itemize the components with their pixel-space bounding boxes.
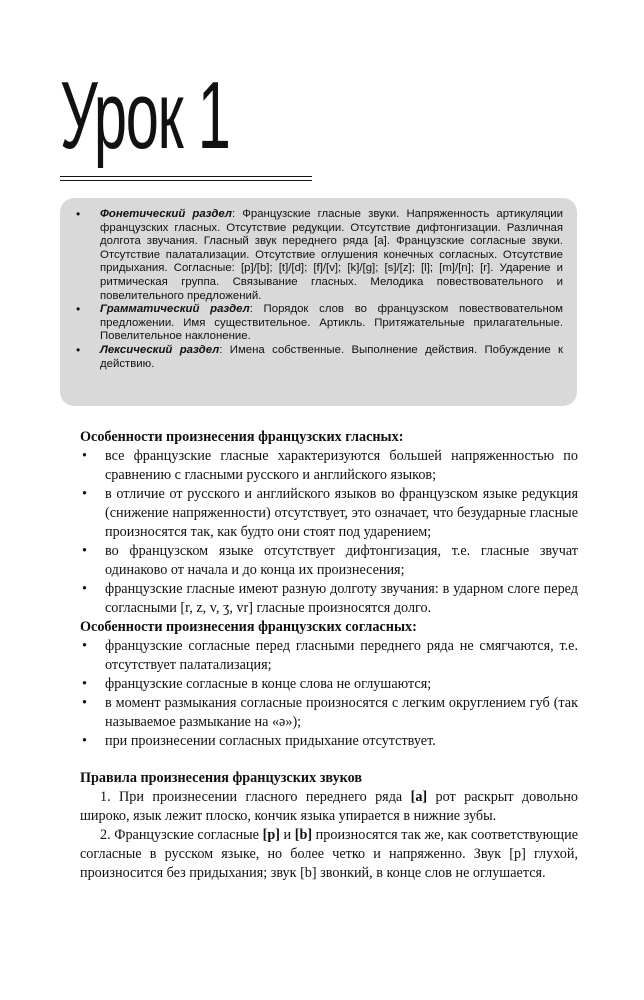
bullet-icon: •: [82, 676, 87, 692]
section-gap: [80, 751, 578, 769]
bullet-icon: •: [82, 695, 87, 711]
list-item: • все французские гласные характеризуются большей напряженностью по сравнению с гласными русского и английского языков;: [82, 448, 578, 483]
summary-item-head: Фонетический раздел: [100, 208, 232, 220]
summary-item-text: : Французские гласные звуки. Напряженность артикуляции французских гласных. Отсутствие редукции. Отсутствие дифтонгизации. Различная долгота звучания. Гласный звук переднего ряда [a]. Французские согласные звуки. Отсутствие палатализации. Отсутствие оглушения конечных согласных. Отсутствие придыхания. Согласные: [p]/[b]; [t]/[d]; [f]/[v]; [k]/[g]; [s]/[z]; [l]; [m]/[n]; [r]. Ударение и ритмическая группа. Связывание гласных. Мелодика повествовательного и повелительного предложений.: [100, 208, 563, 302]
rule-paragraph-2: 2. Французские согласные [p] и [b] произносятся так же, как соответствующие согласные в русском языке, но более четко и напряженно. Звук [p] глухой, произносится без придыхания; звук [b] звонкий, в конце слов не оглушается.: [80, 827, 578, 881]
vowels-heading: Особенности произнесения французских гласных:: [80, 429, 404, 445]
summary-item-head: Грамматический раздел: [100, 303, 250, 316]
summary-item-phonetic: [76, 207, 563, 303]
summary-item-text: : Имена собственные. Выполнение действия. Побуждение к действию.: [100, 343, 563, 370]
summary-item-grammar: [76, 302, 564, 344]
list-item: • французские согласные перед гласными переднего ряда не смягчаются, т.е. отсутствует палатализация;: [82, 638, 578, 673]
lesson-title: Урок 1: [60, 62, 230, 169]
bullet-icon: •: [82, 733, 87, 749]
bullet-icon: •: [82, 581, 87, 597]
rules-heading: Правила произнесения французских звуков: [80, 770, 363, 786]
bullet-icon: •: [76, 342, 81, 357]
summary-item-text: : Порядок слов во французском повествовательном предложении. Имя существительное. Артикль. Притяжательные прилагательные. Повелительное наклонение.: [100, 303, 564, 343]
list-item: • при произнесении согласных придыхание отсутствует.: [82, 733, 436, 749]
list-item: • в отличие от русского и английского языков во французском языке редукция (снижение напряженности) отсутствует, это означает, что безударные гласные произносятся так, как будто они стоят под ударением;: [82, 486, 578, 540]
list-item: • в момент размыкания согласные произносятся с легким округлением губ (так называемое размыкание на «ə»);: [82, 695, 578, 730]
consonants-heading: Особенности произнесения французских согласных:: [80, 619, 417, 635]
summary-list: [76, 207, 564, 371]
list-item: • французские гласные имеют разную долготу звучания: в ударном слоге перед согласными [r, z, v, ʒ, vr] гласные произносятся долго.: [82, 581, 578, 616]
list-item: • французские согласные в конце слова не оглушаются;: [82, 676, 432, 692]
title-underline-bottom: [60, 180, 312, 181]
bullet-icon: •: [76, 207, 81, 221]
bullet-icon: •: [76, 302, 81, 317]
bullet-icon: •: [82, 543, 87, 559]
vowels-list: [80, 447, 578, 618]
title-underline-top: [60, 176, 312, 177]
body-text: [80, 428, 578, 883]
bullet-icon: •: [82, 486, 87, 502]
summary-item-head: Лексический раздел: [100, 343, 220, 356]
lesson-summary-box: [60, 198, 577, 406]
rule-paragraph-1: 1. При произнесении гласного переднего ряда [a] рот раскрыт довольно широко, язык лежит плоско, кончик языка упирается в нижние зубы.: [80, 789, 578, 824]
consonants-list: [80, 637, 578, 751]
summary-item-lexical: [76, 342, 563, 371]
bullet-icon: •: [82, 448, 87, 464]
list-item: • во французском языке отсутствует дифтонгизация, т.е. гласные звучат одинаково от начала и до конца их произнесения;: [82, 543, 578, 578]
bullet-icon: •: [82, 638, 87, 654]
